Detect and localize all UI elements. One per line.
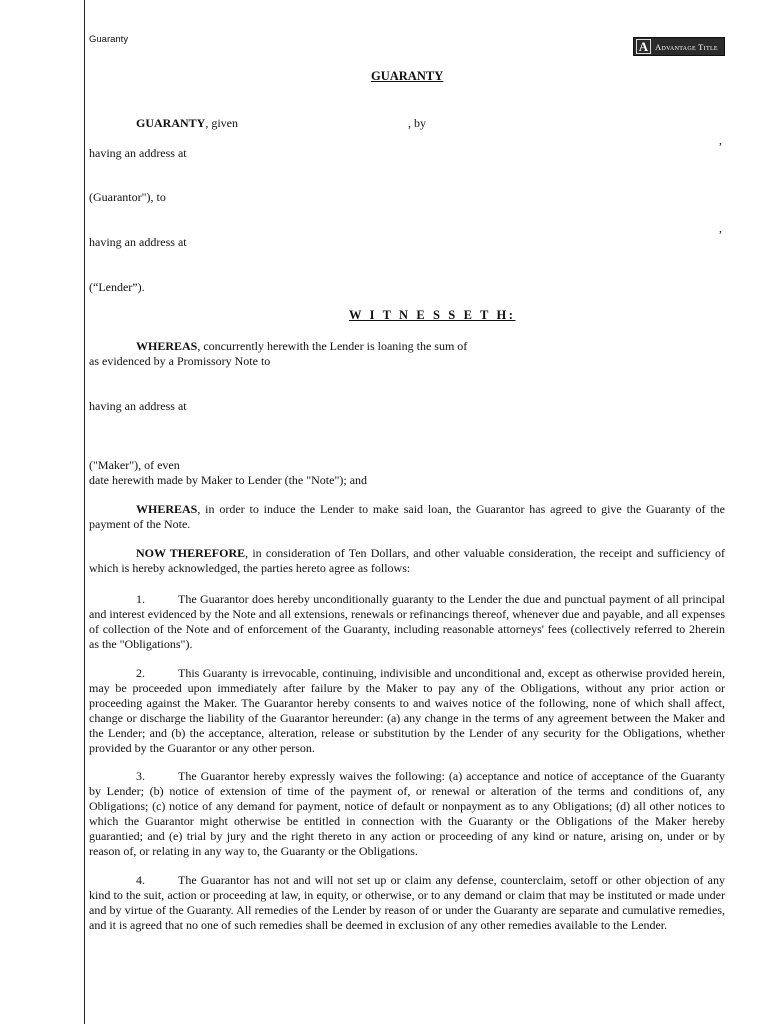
- intro-comma-1: ,: [719, 133, 722, 147]
- whereas1-line2: as evidenced by a Promissory Note to: [89, 354, 271, 368]
- section-number: 3.: [136, 769, 145, 783]
- whereas1-date-line: date herewith made by Maker to Lender (the "Note"); and: [89, 473, 368, 487]
- section-1-paragraph: [89, 592, 725, 652]
- section-text: The Guarantor has not and will not set up or claim any defense, counterclaim, setoff or other objection of any kind to the suit, action or proceeding at law, in equity, or otherwise, or to any demand or claim that may be instituted or made under and by virtue of the Guaranty. All remedies of the Lender by reason of or under the Guaranty are separate and cumulative remedies, and it is agreed that no one of such remedies shall be deemed in exclusion of any other remedies available to the Lender.: [89, 873, 725, 932]
- intro-comma-2: ,: [719, 221, 722, 235]
- intro-address-2: having an address at: [89, 235, 187, 249]
- intro-guaranty-bold: GUARANTY: [136, 116, 206, 130]
- intro-by: , by: [408, 116, 426, 130]
- section-text: The Guarantor hereby expressly waives the following: (a) acceptance and notice of acceptance of the Guaranty by Lender; (b) notice of extension of time of the payment of, or renewal or alteration of the terms and conditions of, any Obligations; (c) notice of any demand for payment, notice of default or nonpayment as to any Obligations; (d) all other notices to which the Guarantor might otherwise be entitled in connection with the Guaranty or the Obligations of the Maker hereby guarantied; and (e) trial by jury and the right thereto in any action or proceeding of any kind or nature, arising on, under or by reason of, or relating in any way to, the Guaranty or the Obligations.: [89, 769, 725, 858]
- page-left-border: [84, 0, 85, 1024]
- section-3-paragraph: [89, 769, 725, 859]
- section-number: 2.: [136, 666, 145, 680]
- whereas2-text: , in order to induce the Lender to make said loan, the Guarantor has agreed to give the Guaranty of the payment of the Note.: [89, 502, 725, 531]
- section-text: The Guarantor does hereby unconditionally guaranty to the Lender the due and punctual payment of all principal and interest evidenced by the Note and all extensions, renewals or refinancings thereof, whenever due and payable, and all expenses of collection of the Note and of enforcement of the Guaranty, including reasonable attorneys' fees (collectively referred to 2herein as the "Obligations").: [89, 592, 725, 651]
- intro-lender: (“Lender”).: [89, 280, 145, 294]
- intro-guaranty-line: [136, 116, 238, 131]
- header-label: Guaranty: [89, 34, 129, 45]
- intro-guarantor-to: (Guarantor"), to: [89, 190, 166, 204]
- now-therefore-paragraph: [89, 546, 725, 576]
- logo-mark-icon: A: [636, 39, 651, 54]
- intro-address-1: having an address at: [89, 146, 187, 160]
- now-therefore-bold: NOW THEREFORE: [136, 546, 246, 560]
- whereas2-bold: WHEREAS: [136, 502, 198, 516]
- whereas1-bold: WHEREAS: [136, 339, 198, 353]
- whereas1-text: , concurrently herewith the Lender is loaning the sum of: [197, 339, 468, 353]
- witnesseth-heading: W I T N E S S E T H:: [349, 308, 516, 322]
- advantage-title-logo: [633, 37, 725, 56]
- document-title: GUARANTY: [371, 69, 444, 83]
- section-number: 1.: [136, 592, 145, 606]
- whereas1-maker: ("Maker"), of even: [89, 458, 180, 472]
- now-therefore-text: , in consideration of Ten Dollars, and other valuable consideration, the receipt and sufficiency of which is hereby acknowledged, the parties hereto agree as follows:: [89, 546, 725, 575]
- section-4-paragraph: [89, 873, 725, 933]
- logo-text: Advantage Title: [655, 41, 718, 52]
- whereas1-address: having an address at: [89, 399, 187, 413]
- intro-given: , given: [205, 116, 239, 130]
- section-number: 4.: [136, 873, 145, 887]
- whereas2-paragraph: [89, 502, 725, 532]
- section-text: This Guaranty is irrevocable, continuing, indivisible and unconditional and, except as otherwise provided herein, may be proceeded upon immediately after failure by the Maker to pay any of the Obligations, without any prior action or proceeding against the Maker. The Guarantor hereby consents to and waives notice of the following, none of which shall affect, change or discharge the liability of the Guarantor hereunder: (a) any change in the terms of any agreement between the Maker and the Lender; and (b) the acceptance, alteration, release or substitution by the Lender of any security for the Obligations, whether provided by the Guarantor or any other person.: [89, 666, 725, 755]
- section-2-paragraph: [89, 666, 725, 756]
- whereas1-line1: [136, 339, 467, 354]
